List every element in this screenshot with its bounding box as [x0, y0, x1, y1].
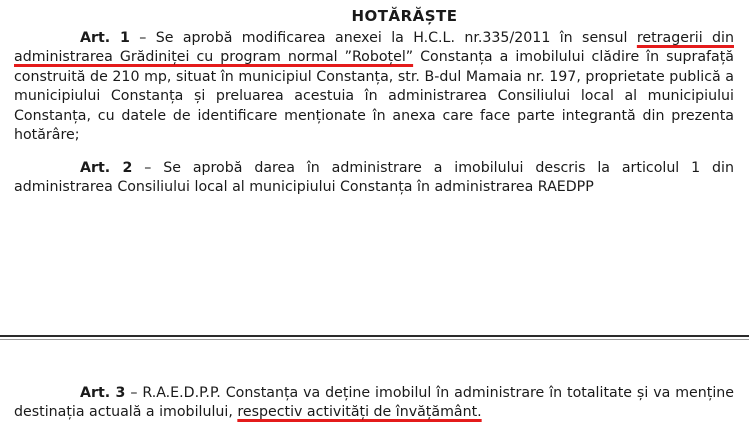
article-1-text-start: – Se aprobă modificarea anexei la H.C.L. nr.335/2011 în sensul: [129, 30, 637, 46]
article-2-text: – Se aprobă darea în administrare a imobilului descris la articolul 1 din administrarea Consiliului local al municipiului Constanța în administrarea RAEDPP: [14, 160, 734, 196]
article-1-highlight: retragerii din administrarea Grădiniței cu program normal ”Roboțel”: [14, 30, 734, 66]
article-3-highlight: respectiv activități de învățământ.: [237, 404, 482, 421]
article-3-label: Art. 3: [80, 385, 126, 401]
article-1-label: Art. 1: [80, 30, 130, 46]
page-divider-shadow: [0, 339, 749, 340]
article-3: [14, 384, 734, 423]
article-1-text-end: Constanța a imobilului clădire în suprafață construită de 210 mp, situat în municipiul Constanța, str. B-dul Mamaia nr. 197, proprietate publică a municipiului Constanța și preluarea acestuia în administrarea Consiliului local al municipiului Constanța, cu datele de identificare menționate în anexa care face parte integrantă din prezenta hotărâre;: [14, 49, 734, 144]
article-3-text: – R.A.E.D.P.P. Constanța va deține imobilul în administrare în totalitate și va menține destinația actuală a imobilului,: [14, 385, 734, 421]
decision-heading: HOTĂRĂȘTE: [351, 7, 458, 25]
article-2: [14, 159, 734, 198]
page-divider: [0, 335, 749, 337]
article-2-label: Art. 2: [80, 160, 133, 176]
article-1: [14, 29, 734, 145]
